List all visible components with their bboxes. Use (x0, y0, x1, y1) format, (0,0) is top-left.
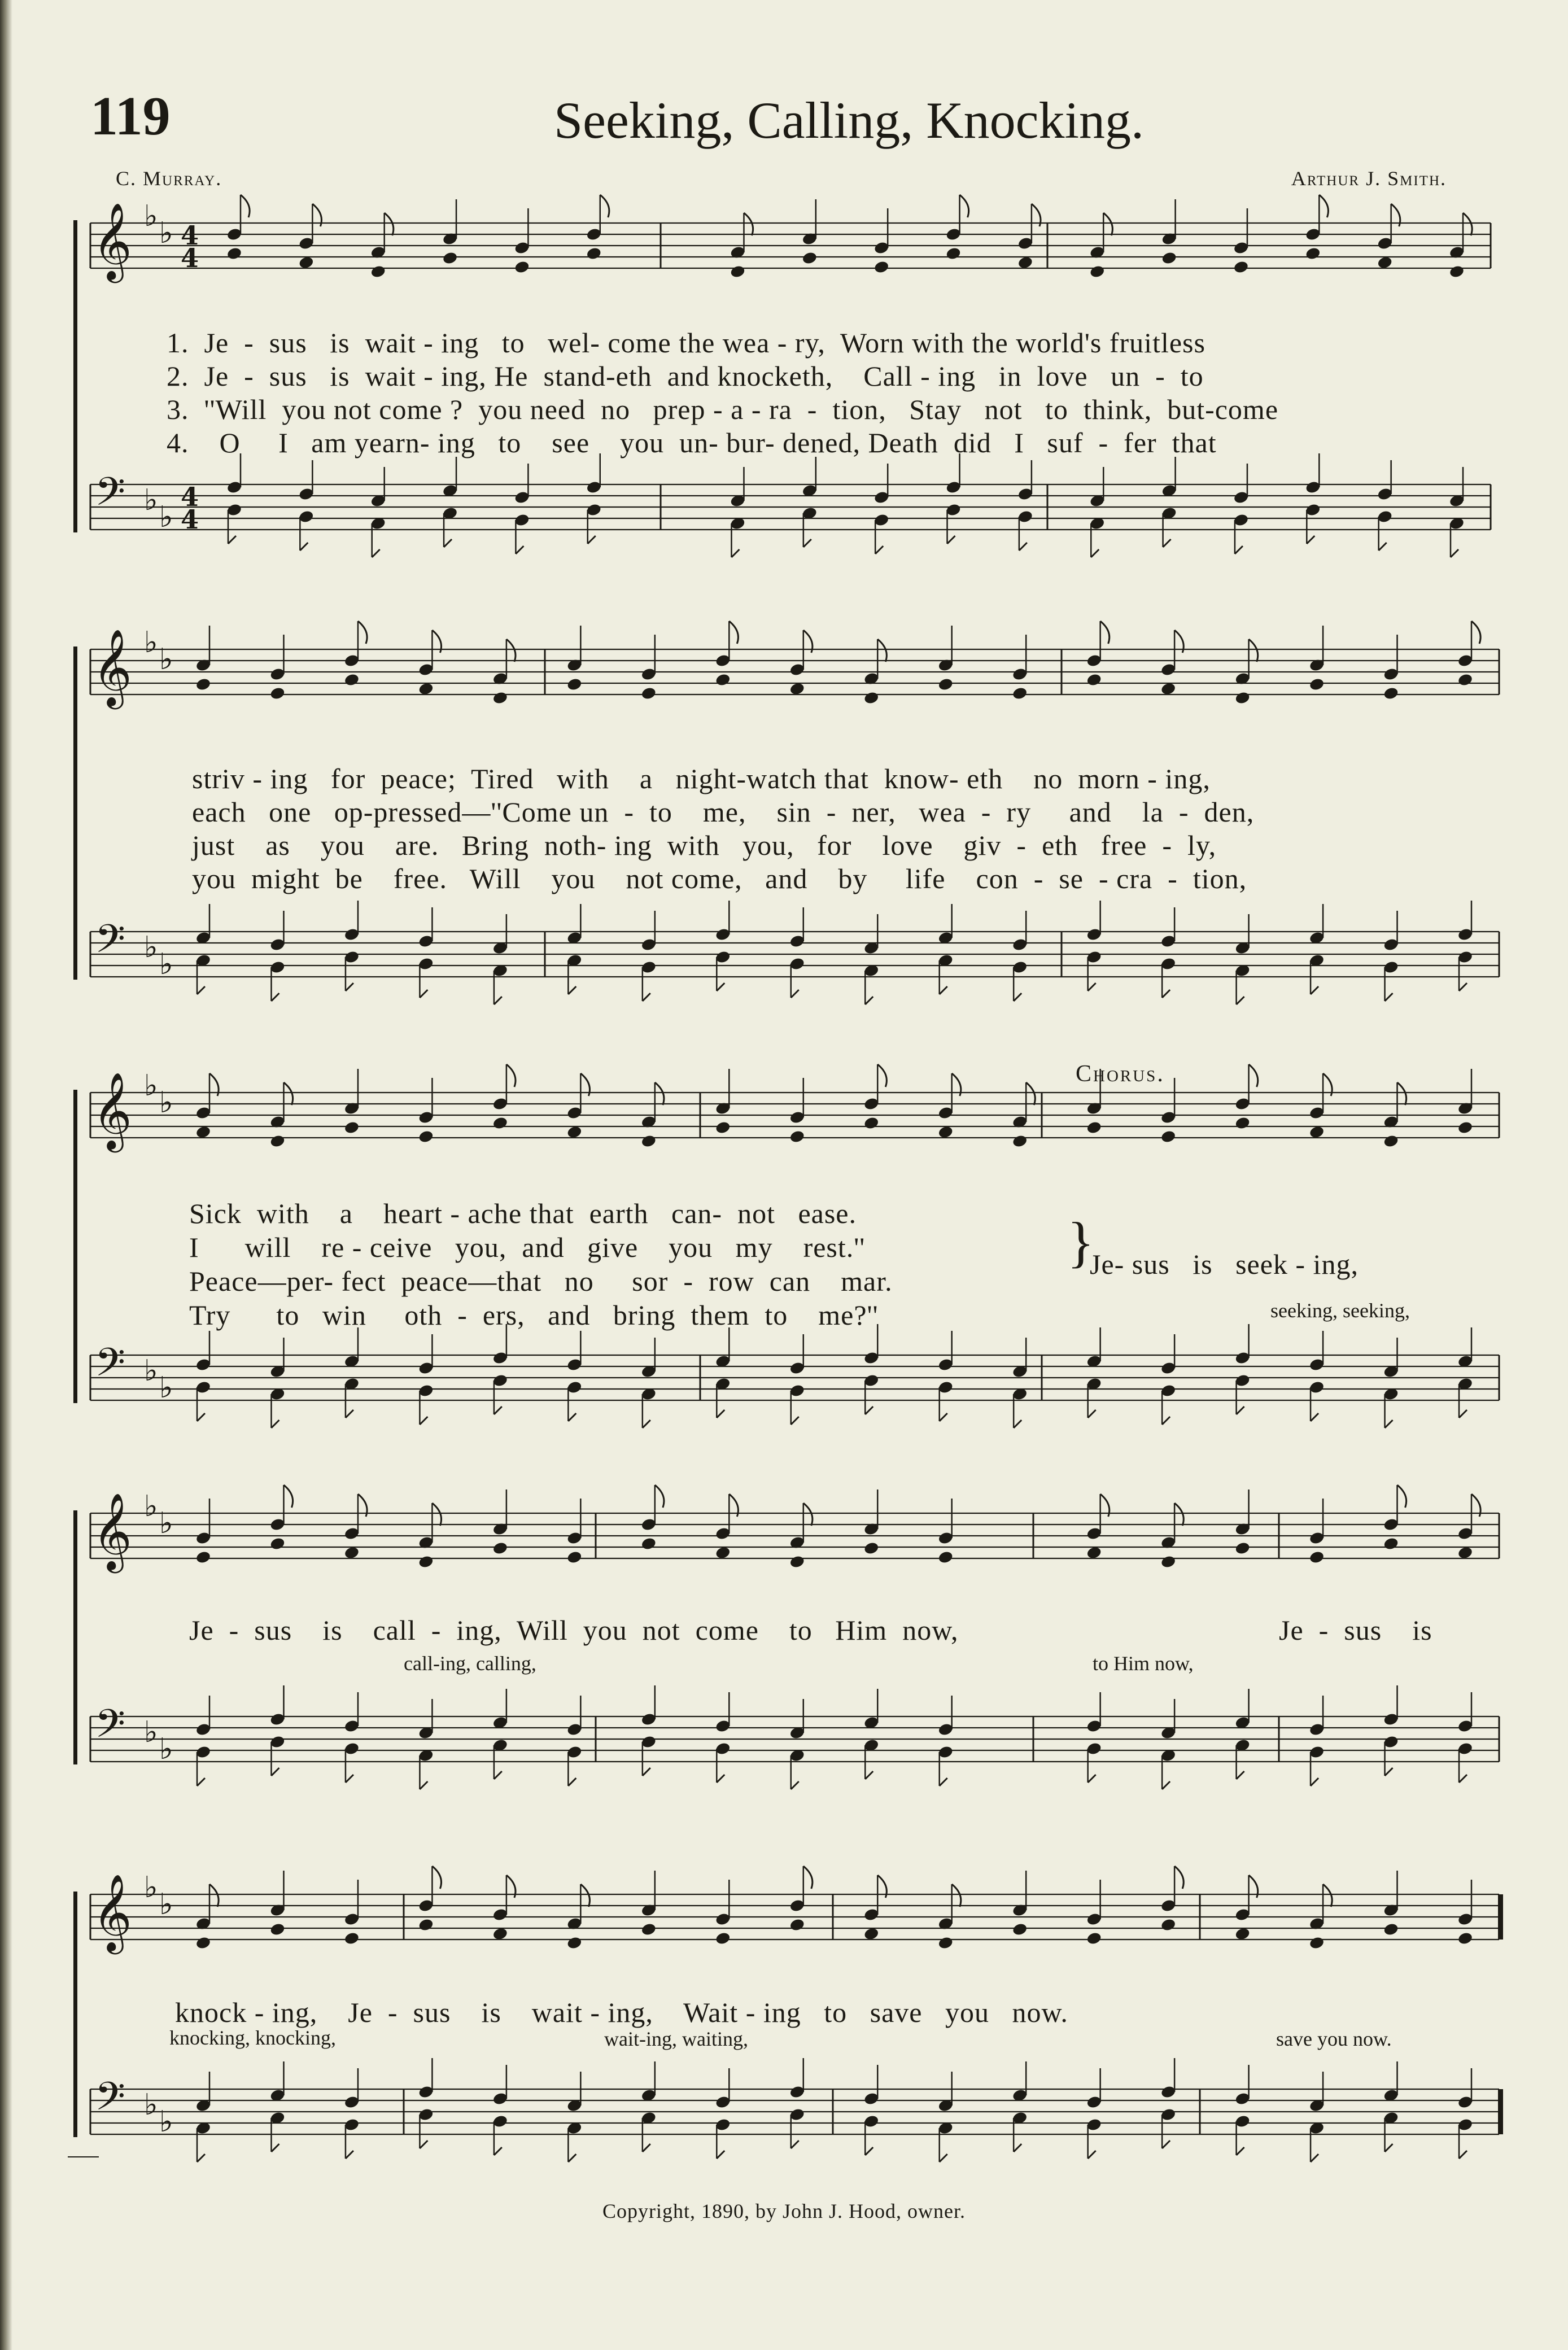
note-flag (1162, 1781, 1170, 1789)
note-flag (1088, 2151, 1096, 2159)
note-head (1383, 1134, 1399, 1148)
chorus-echo-2: call-ing, calling, (404, 1652, 536, 1675)
note-flag (1174, 1503, 1183, 1526)
final-barline (1498, 1894, 1503, 1940)
system-brace (73, 1510, 77, 1764)
note-flag (1319, 195, 1328, 217)
note-head (1457, 672, 1474, 687)
lyric-line-verse-1-cont: striv - ing for peace; Tired with a night-watch that know- eth no morn - ing, (192, 763, 1211, 794)
note-flag (1397, 1082, 1407, 1105)
note-flag (1463, 213, 1472, 235)
lyric-line-verse-4: 4. O I am yearn- ing to see you un- bur- dened, Death did I suf - fer that (167, 427, 1217, 458)
note-flag (444, 539, 452, 547)
note-flag (717, 1775, 724, 1783)
note-head (730, 264, 746, 278)
note-head (1233, 260, 1250, 274)
note-head (789, 1554, 805, 1569)
note-flag (865, 1406, 873, 1414)
note-flag (729, 621, 738, 644)
note-flag (1385, 1768, 1393, 1776)
note-flag (568, 2154, 576, 2162)
note-head (801, 251, 818, 265)
note-head (1457, 1931, 1474, 1945)
system-brace (73, 1892, 77, 2137)
note-head (418, 1554, 434, 1569)
time-signature-digit: 4 (181, 482, 199, 512)
note-flag (1237, 997, 1244, 1004)
note-flag (271, 1420, 279, 1428)
note-flag (1323, 1884, 1332, 1907)
note-head (1160, 1554, 1177, 1569)
note-flag (791, 990, 799, 998)
note-flag (1249, 1064, 1258, 1087)
note-head (1234, 1116, 1251, 1130)
note-head (269, 1922, 286, 1936)
note-head (492, 691, 509, 705)
note-flag (420, 2141, 427, 2148)
note-flag (643, 1768, 650, 1776)
note-flag (1026, 1082, 1035, 1105)
note-head (1160, 1917, 1177, 1932)
note-head (1449, 264, 1465, 278)
note-head (789, 1917, 805, 1932)
note-flag (346, 1775, 353, 1783)
flat-sign: ♭ (144, 483, 158, 517)
note-head (442, 251, 458, 265)
final-barline (1498, 2089, 1503, 2134)
note-flag (655, 1485, 664, 1508)
note-flag (940, 1778, 947, 1786)
note-flag (494, 2147, 502, 2155)
note-head (1012, 686, 1028, 700)
note-head (566, 677, 583, 691)
note-head (1309, 1125, 1325, 1139)
note-head (715, 1931, 731, 1945)
note-flag (1459, 1410, 1467, 1418)
lyric-line-verse-4-cont: you might be free. Will you not come, and by life con - se - cra - tion, (192, 863, 1247, 894)
note-head (937, 1936, 954, 1950)
note-flag (271, 993, 279, 1001)
lyric-line-verse-3-end: Peace—per- fect peace—that no sor - row can mar. (189, 1265, 893, 1297)
note-flag (1307, 536, 1314, 544)
note-head (1377, 255, 1393, 269)
note-flag (947, 536, 955, 544)
system-brace (73, 647, 77, 980)
lyric-line-verse-1: 1. Je - sus is wait - ing to wel- come the wea - ry, Worn with the world's fruitless (167, 327, 1206, 359)
note-flag (241, 195, 250, 217)
note-flag (372, 549, 380, 557)
note-head (269, 1134, 286, 1148)
note-flag (358, 621, 367, 644)
flat-sign: ♭ (159, 1732, 173, 1766)
note-flag (1311, 2154, 1318, 2162)
note-flag (600, 195, 609, 217)
note-flag (1379, 543, 1387, 551)
note-flag (568, 1413, 576, 1421)
note-head (1383, 1536, 1399, 1550)
note-flag (1249, 639, 1258, 662)
note-head (937, 1550, 954, 1564)
lyric-line-verse-4-end: Try to win oth - ers, and bring them to me?'' (189, 1299, 879, 1331)
flat-sign: ♭ (159, 1086, 173, 1120)
chorus-lyric-2-end: Je - sus is (1279, 1614, 1432, 1646)
note-flag (1385, 1420, 1393, 1428)
flat-sign: ♭ (159, 500, 173, 534)
flat-sign: ♭ (144, 1871, 158, 1905)
time-signature-digit: 4 (181, 243, 199, 273)
note-flag (803, 1503, 813, 1526)
note-flag (1235, 546, 1243, 554)
note-head (586, 246, 602, 260)
flat-sign: ♭ (159, 643, 173, 676)
note-head (1234, 691, 1251, 705)
note-head (1309, 1936, 1325, 1950)
note-head (566, 1550, 583, 1564)
note-head (1309, 1550, 1325, 1564)
note-flag (791, 2141, 799, 2148)
note-flag (1014, 1420, 1021, 1428)
note-flag (791, 1417, 799, 1425)
note-flag (1019, 543, 1027, 551)
author-credit: C. Murray. (116, 167, 222, 190)
copyright-notice: Copyright, 1890, by John J. Hood, owner. (602, 2200, 966, 2222)
note-flag (588, 536, 596, 544)
note-flag (1237, 2147, 1244, 2155)
note-head (1234, 1541, 1251, 1555)
note-head (863, 691, 880, 705)
system-brace (73, 220, 77, 532)
note-flag (346, 2151, 353, 2159)
note-flag (1088, 1410, 1096, 1418)
lyric-line-verse-3: 3. ''Will you not come ? you need no prep - a - ra - tion, Stay not to think, but-come (167, 394, 1279, 425)
note-flag (1091, 549, 1099, 557)
note-flag (1471, 621, 1480, 644)
bass-clef: 𝄢 (95, 916, 126, 971)
note-head (945, 246, 962, 260)
note-head (566, 1936, 583, 1950)
note-flag (1311, 1413, 1318, 1421)
note-flag (568, 1778, 576, 1786)
note-head (1309, 677, 1325, 691)
note-flag (580, 1884, 589, 1907)
lyric-line-verse-3-cont: just as you are. Bring noth- ing with you, for love giv - eth free - ly, (192, 829, 1217, 861)
hymn-number: 119 (90, 86, 171, 147)
verse-brace: } (1067, 1211, 1095, 1273)
note-head (640, 1922, 657, 1936)
note-flag (803, 1866, 813, 1889)
note-head (863, 1541, 880, 1555)
chorus-lyric-1: Je- sus is seek - ing, (1090, 1248, 1359, 1280)
lyric-line-verse-2: 2. Je - sus is wait - ing, He stand-eth and knocketh, Call - ing in love un - to (167, 360, 1204, 392)
note-flag (877, 1064, 886, 1087)
note-flag (494, 1771, 502, 1779)
note-flag (271, 1768, 279, 1776)
note-flag (346, 1410, 353, 1418)
note-head (418, 1129, 434, 1143)
note-head (1160, 1129, 1177, 1143)
note-head (1012, 1922, 1028, 1936)
hymn-title: Seeking, Calling, Knocking. (553, 91, 1145, 149)
note-head (789, 1129, 805, 1143)
system-brace (73, 1090, 77, 1403)
flat-sign: ♭ (144, 931, 158, 964)
note-flag (731, 549, 739, 557)
note-flag (1014, 993, 1021, 1001)
note-flag (960, 195, 969, 217)
note-head (715, 1545, 731, 1560)
note-head (789, 682, 805, 696)
chorus-echo-3: to Him now, (1093, 1652, 1194, 1675)
note-head (298, 255, 315, 269)
note-head (344, 672, 360, 687)
note-flag (940, 1413, 947, 1421)
note-flag (717, 2151, 724, 2159)
note-flag (1174, 1866, 1183, 1889)
note-flag (1459, 1775, 1467, 1783)
note-head (1160, 682, 1177, 696)
note-head (937, 1125, 954, 1139)
note-head (492, 1116, 509, 1130)
note-head (195, 1125, 212, 1139)
note-head (492, 1927, 509, 1941)
treble-clef: 𝄞 (93, 1071, 132, 1149)
note-head (1457, 1120, 1474, 1134)
note-flag (791, 1781, 799, 1789)
note-flag (952, 1884, 961, 1907)
note-head (937, 677, 954, 691)
note-flag (940, 2154, 947, 2162)
note-flag (420, 1781, 427, 1789)
chorus-echo-4: knocking, knocking, (169, 2026, 336, 2049)
bass-clef: 𝄢 (95, 2073, 126, 2129)
note-flag (271, 2144, 279, 2152)
note-head (863, 1116, 880, 1130)
note-flag (803, 539, 811, 547)
note-flag (1162, 990, 1170, 998)
flat-sign: ♭ (159, 947, 173, 981)
note-flag (494, 997, 502, 1004)
note-head (1305, 246, 1321, 260)
note-head (1086, 1545, 1102, 1560)
note-flag (1459, 2151, 1467, 2159)
chorus-echo-1: seeking, seeking, (1270, 1299, 1410, 1322)
note-head (1017, 255, 1034, 269)
note-flag (506, 1064, 516, 1087)
note-flag (1237, 1771, 1244, 1779)
note-flag (655, 1082, 664, 1105)
note-head (195, 1936, 212, 1950)
note-flag (506, 639, 516, 662)
note-head (1086, 1120, 1102, 1134)
note-head (566, 1125, 583, 1139)
time-signature-digit: 4 (181, 220, 199, 251)
composer-credit: Arthur J. Smith. (1291, 167, 1447, 190)
note-flag (283, 1485, 292, 1508)
note-flag (643, 1420, 650, 1428)
note-flag (197, 1778, 205, 1786)
treble-clef: 𝄞 (93, 1492, 132, 1570)
flat-sign: ♭ (144, 1715, 158, 1749)
note-head (514, 260, 530, 274)
note-flag (420, 1417, 427, 1425)
flat-sign: ♭ (159, 2105, 173, 2139)
flat-sign: ♭ (159, 216, 173, 250)
chorus-echo-5: wait-ing, waiting, (604, 2028, 748, 2050)
note-flag (197, 1413, 205, 1421)
note-flag (432, 1866, 441, 1889)
note-head (1086, 672, 1102, 687)
flat-sign: ♭ (144, 626, 158, 659)
chorus-label: Chorus. (1076, 1061, 1165, 1087)
note-flag (744, 213, 753, 235)
note-flag (717, 1410, 724, 1418)
note-head (344, 1545, 360, 1560)
note-head (195, 1550, 212, 1564)
note-head (640, 1536, 657, 1550)
treble-clef: 𝄞 (93, 1873, 132, 1951)
note-flag (1311, 1778, 1318, 1786)
lyric-line-verse-1-end: Sick with a heart - ache that earth can- not ease. (189, 1198, 857, 1229)
note-flag (1100, 621, 1110, 644)
note-flag (1237, 1406, 1244, 1414)
note-flag (432, 1503, 441, 1526)
note-head (344, 1931, 360, 1945)
time-signature-digit: 4 (181, 504, 199, 535)
note-flag (1088, 1775, 1096, 1783)
note-flag (643, 2144, 650, 2152)
note-flag (283, 1082, 292, 1105)
note-flag (1162, 1417, 1170, 1425)
lyric-line-verse-2-end: I will re - ceive you, and give you my rest.'' (189, 1231, 866, 1263)
note-head (195, 677, 212, 691)
flat-sign: ♭ (144, 199, 158, 233)
note-head (863, 1927, 880, 1941)
chorus-lyric-3: knock - ing, Je - sus is wait - ing, Wait - ing to save you now. (175, 1997, 1068, 2028)
note-flag (1088, 983, 1096, 991)
note-flag (346, 983, 353, 991)
note-flag (1162, 2141, 1170, 2148)
treble-clef: 𝄞 (93, 628, 132, 706)
note-flag (1385, 2144, 1393, 2152)
note-head (226, 246, 243, 260)
note-flag (568, 986, 576, 994)
chorus-echo-6: save you now. (1276, 2028, 1392, 2050)
note-head (418, 1917, 434, 1932)
note-flag (197, 986, 205, 994)
bass-clef: 𝄢 (95, 1701, 126, 1756)
note-flag (875, 546, 883, 554)
note-head (1086, 1931, 1102, 1945)
note-flag (516, 546, 523, 554)
flat-sign: ♭ (144, 1069, 158, 1103)
note-flag (1311, 986, 1318, 994)
note-head (1161, 251, 1177, 265)
note-flag (877, 639, 886, 662)
note-flag (1103, 213, 1112, 235)
note-head (269, 686, 286, 700)
note-head (1457, 1545, 1474, 1560)
note-head (715, 672, 731, 687)
note-head (1089, 264, 1106, 278)
note-flag (228, 536, 236, 544)
note-flag (1014, 2144, 1021, 2152)
note-head (640, 686, 657, 700)
flat-sign: ♭ (144, 1490, 158, 1523)
flat-sign: ♭ (144, 1354, 158, 1388)
note-flag (1459, 983, 1467, 991)
note-flag (385, 213, 394, 235)
bass-clef: 𝄢 (95, 469, 126, 524)
note-head (1383, 1922, 1399, 1936)
note-head (269, 1536, 286, 1550)
note-flag (300, 543, 308, 551)
note-head (640, 1134, 657, 1148)
lyric-line-verse-2-cont: each one op-pressed—''Come un - to me, sin - ner, wea - ry and la - den, (192, 796, 1255, 828)
note-head (1383, 686, 1399, 700)
note-head (1012, 1134, 1028, 1148)
flat-sign: ♭ (159, 1371, 173, 1405)
note-head (492, 1541, 509, 1555)
note-flag (1163, 539, 1171, 547)
note-head (715, 1120, 731, 1134)
bass-clef: 𝄢 (95, 1339, 126, 1395)
note-head (418, 682, 434, 696)
note-head (370, 264, 386, 278)
note-flag (494, 1406, 502, 1414)
note-flag (865, 1771, 873, 1779)
flat-sign: ♭ (159, 1888, 173, 1921)
note-flag (1385, 993, 1393, 1001)
flat-sign: ♭ (144, 2088, 158, 2122)
note-flag (643, 993, 650, 1001)
note-flag (865, 997, 873, 1004)
note-flag (717, 983, 724, 991)
note-flag (197, 2154, 205, 2162)
note-flag (865, 2147, 873, 2155)
flat-sign: ♭ (159, 1506, 173, 1540)
note-flag (1397, 1485, 1407, 1508)
note-flag (940, 986, 947, 994)
note-head (344, 1120, 360, 1134)
note-flag (209, 1884, 219, 1907)
note-head (873, 260, 890, 274)
chorus-lyric-2: Je - sus is call - ing, Will you not come to Him now, (189, 1614, 959, 1646)
note-flag (1451, 549, 1458, 557)
note-flag (420, 990, 427, 998)
note-head (1234, 1927, 1251, 1941)
treble-clef: 𝄞 (93, 202, 132, 279)
